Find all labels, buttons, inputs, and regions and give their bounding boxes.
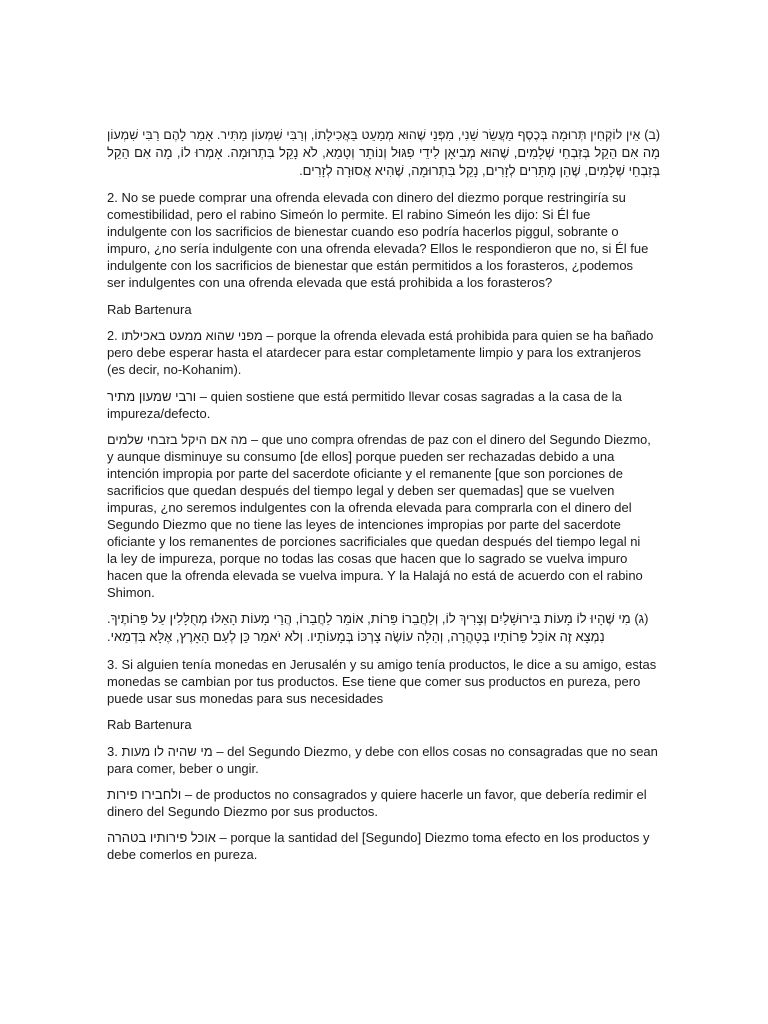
commentary-line: la ley de impureza, porque no todas las cosas que hacen que lo sagrado se vuelva impuro	[107, 550, 628, 566]
commentary-entry	[107, 327, 660, 378]
commentary-entry	[107, 743, 660, 777]
translation-line: monedas se cambian por tus productos. Ese tiene que comer sus productos en pureza, pero	[107, 673, 641, 689]
hebrew-line: נִמְצָא זֶה אוֹכֵל פֵּרוֹתָיו בְּטָהֳרָה, וְהַלָּה עוֹשֶׂה צָרְכּוֹ בְּמָעוֹתָיו. וְלֹא יֹאמַר כֵּן לְעַם הָאָרֶץ, אֶלָּא בִּדְמַאי.	[107, 629, 605, 645]
commentary-entry	[107, 388, 660, 422]
commentary-entry	[107, 786, 660, 820]
commentary-line: impureza/defecto.	[107, 405, 211, 421]
translation-line: impuro, ¿no sería indulgente con una ofrenda elevada? Ellos le respondieron que no, si Él fue	[107, 241, 649, 257]
translation-line: ser indulgentes con una ofrenda elevada que está prohibida a los forasteros?	[107, 275, 553, 291]
translation-line: 2. No se puede comprar una ofrenda elevada con dinero del diezmo porque restringiría su	[107, 190, 626, 206]
commentary-line: ולחבירו פירות – de productos no consagrados y quiere hacerle un favor, que debería redimir el	[107, 786, 647, 802]
commentary-heading-text: Rab Bartenura	[107, 717, 192, 733]
commentary-line: hacen que la ofrenda elevada se vuelva impura. Y la Halajá no está de acuerdo con el rabino	[107, 567, 643, 583]
mishnah-3-hebrew	[107, 610, 660, 646]
translation-line: 3. Si alguien tenía monedas en Jerusalén y su amigo tenía productos, le dice a su amigo, estas	[107, 656, 657, 672]
commentary-line: מה אם היקל בזבחי שלמים – que uno compra ofrendas de paz con el dinero del Segundo Diezmo,	[107, 431, 651, 447]
commentary-heading	[107, 301, 660, 318]
commentary-entry	[107, 431, 660, 601]
mishnah-2-hebrew	[107, 126, 660, 180]
mishnah-2-translation	[107, 189, 660, 291]
commentary-line: intención impropia por parte del sacerdote oficiante y el remanente [que son porciones de	[107, 465, 623, 481]
commentary-line: para comer, beber o ungir.	[107, 760, 259, 776]
commentary-line: 3. מי שהיה לו מעות – del Segundo Diezmo, y debe con ellos cosas no consagradas que no sean	[107, 743, 658, 759]
hebrew-line: (ב) אֵין לוֹקְחִין תְּרוּמָה בְּכֶסֶף מַעֲשֵׂר שֵׁנִי, מִפְּנֵי שֶׁהוּא מְמַעֵט בַּאֲכִילָתוֹ, וְרַבִּי שִׁמְעוֹן מַתִּיר. אָמַר לָהֶם רַבִּי שִׁמְעוֹן	[107, 128, 660, 142]
commentary-line: impuras, ¿no seremos indulgentes con la ofrenda elevada para comprarla con el dinero del	[107, 499, 632, 515]
translation-line: puede usar sus monedas para sus necesidades	[107, 690, 384, 706]
hebrew-line: (ג) מִי שֶׁהָיוּ לוֹ מָעוֹת בִּירוּשָׁלַיִם וְצָרִיךְ לוֹ, וְלַחֲבֵרוֹ פֵּרוֹת, אוֹמֵר לַחֲבֵרוֹ, הֲרֵי מָעוֹת הָאֵלּוּ מְחֻלָּלִין עַל פֵּרוֹתֶיךָ.	[107, 611, 649, 627]
hebrew-line: בְּזִבְחֵי שְׁלָמִים, שֶׁהֵן מֻתָּרִים לְזָרִים, נָקֵל בִּתְרוּמָה, שֶׁהִיא אֲסוּרָה לְזָרִים.	[299, 163, 660, 178]
hebrew-line: מָה אִם הֵקֵל בְּזִבְחֵי שְׁלָמִים, שֶׁהוּא מְבִיאָן לִידֵי פִגּוּל וְנוֹתָר וְטָמֵא, לֹא נָקֵל בִּתְרוּמָה. אָמְרוּ לוֹ, מָה אִם הֵקֵל	[107, 145, 660, 160]
document-page	[107, 126, 660, 873]
commentary-line: ורבי שמעון מתיר – quien sostiene que está permitido llevar cosas sagradas a la casa de la	[107, 388, 622, 404]
commentary-heading-text: Rab Bartenura	[107, 301, 192, 317]
commentary-line: Shimon.	[107, 584, 155, 600]
commentary-heading	[107, 716, 660, 733]
commentary-line: (es decir, no-Kohanim).	[107, 362, 242, 378]
commentary-entry	[107, 829, 660, 863]
commentary-line: y aunque disminuye su consumo [de ellos] porque pueden ser rechazadas debido a una	[107, 448, 615, 464]
commentary-line: debe comerlos en pureza.	[107, 847, 258, 863]
commentary-line: 2. מפני שהוא ממעט באכילתו – porque la ofrenda elevada está prohibida para quien se ha bañado	[107, 328, 654, 344]
translation-line: indulgente con los sacrificios de bienestar que están permitidos a los forasteros, ¿podemos	[107, 258, 634, 274]
mishnah-3-translation	[107, 656, 660, 707]
commentary-line: dinero del Segundo Diezmo por sus productos.	[107, 803, 378, 819]
commentary-line: sacrificios que quedan después del tiempo legal y deben ser quemadas] que se vuelven	[107, 482, 615, 498]
commentary-line: pero debe esperar hasta el atardecer para estar completamente limpio y para los extranjeros	[107, 345, 642, 361]
translation-line: comestibilidad, pero el rabino Simeón lo permite. El rabino Simeón les dijo: Si Él fue	[107, 207, 591, 223]
commentary-line: אוכל פירותיו בטהרה – porque la santidad del [Segundo] Diezmo toma efecto en los productos y	[107, 830, 650, 846]
translation-line: indulgente con los sacrificios de bienestar cuando eso podría hacerlos piggul, sobrante o	[107, 224, 619, 240]
commentary-line: Segundo Diezmo que no tiene las leyes de intenciones impropias por parte del sacerdote	[107, 516, 621, 532]
commentary-line: oficiante y los remanentes de porciones sacrificiales que quedan después del tiempo legal ni	[107, 533, 641, 549]
